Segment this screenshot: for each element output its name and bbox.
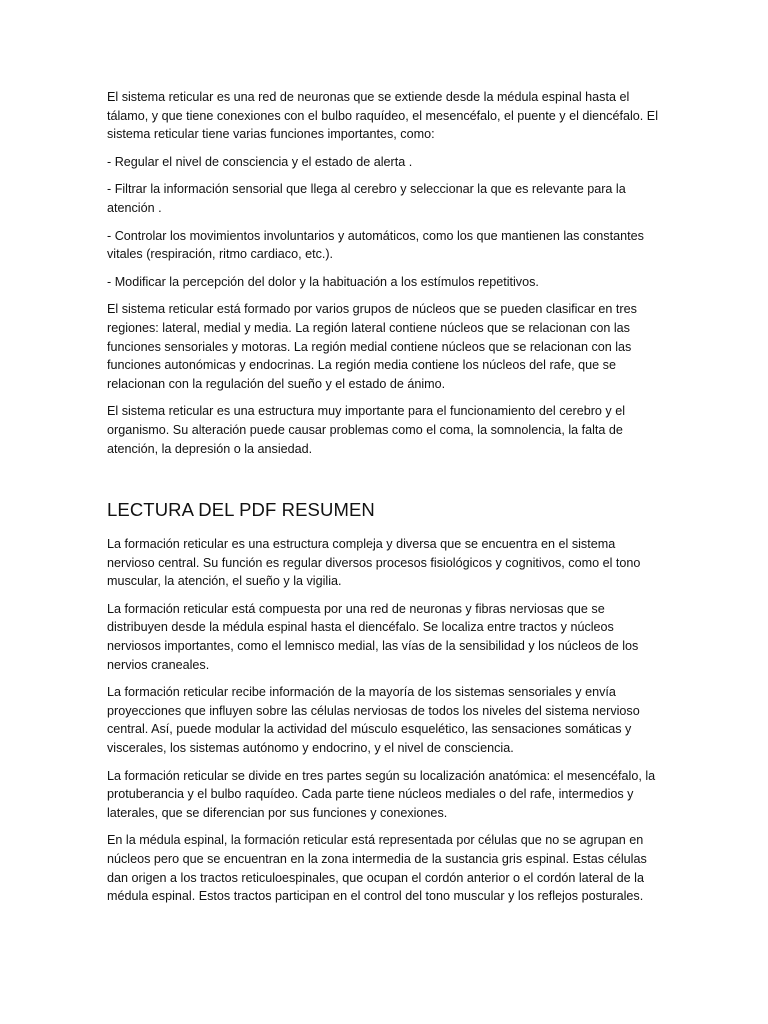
body-paragraph: El sistema reticular está formado por varios grupos de núcleos que se pueden clasificar en tres regiones: lateral, medial y media. La región lateral contiene núcleos que se relacionan con las funciones sensoriales y motoras. La región medial contiene núcleos que se relacionan con las funciones autonómicas y endocrinas. La región media contiene los núcleos del rafe, que se relacionan con la regulación del sueño y el estado de ánimo. [107,302,637,391]
body-paragraph: La formación reticular se divide en tres partes según su localización anatómica: el mesencéfalo, la protuberancia y el bulbo raquídeo. Cada parte tiene núcleos mediales o del rafe, intermedios y laterales, que se diferencian por sus funciones y conexiones. [107,768,656,820]
section-title: LECTURA DEL PDF RESUMEN [107,499,375,521]
bullet-item: - Controlar los movimientos involuntarios y automáticos, como los que mantienen las constantes vitales (respiración, ritmo cardiaco, etc.). [107,228,644,262]
body-paragraph: La formación reticular es una estructura compleja y diversa que se encuentra en el sistema nervioso central. Su función es regular diversos procesos fisiológicos y cognitivos, como el tono muscular, la atención, el sueño y la vigilia. [107,537,641,589]
bullet-item: - Filtrar la información sensorial que llega al cerebro y seleccionar la que es relevante para la atención . [107,182,626,215]
body-paragraph: El sistema reticular es una estructura muy importante para el funcionamiento del cerebro y el organismo. Su alteración puede causar problemas como el coma, la somnolencia, la falta de atención, la depresión o la ansiedad. [107,404,625,456]
bullet-item: - Modificar la percepción del dolor y la habituación a los estímulos repetitivos. [107,274,539,289]
intro-paragraph: El sistema reticular es una red de neuronas que se extiende desde la médula espinal hasta el tálamo, y que tiene conexiones con el bulbo raquídeo, el mesencéfalo, el puente y el diencéfalo. El sistema reticular tiene varias funciones importantes, como: [107,90,658,142]
body-paragraph: La formación reticular recibe información de la mayoría de los sistemas sensoriales y envía proyecciones que influyen sobre las células nerviosas de todos los niveles del sistema nervioso central. Así, puede modular la actividad del músculo esquelético, las sensaciones somáticas y viscerales, los sistemas autónomo y endocrino, y el nivel de consciencia. [107,685,640,756]
bullet-list [107,153,659,292]
body-paragraph: En la médula espinal, la formación reticular está representada por células que no se agrupan en núcleos pero que se encuentran en la zona intermedia de la sustancia gris espinal. Estas células dan origen a los tractos reticuloespinales, que ocupan el cordón anterior o el cordón lateral de la médula espinal. Estos tractos participan en el control del tono muscular y los reflejos posturales. [107,833,647,904]
bullet-item: - Regular el nivel de consciencia y el estado de alerta . [107,154,413,169]
document-body [107,88,659,915]
body-paragraph: La formación reticular está compuesta por una red de neuronas y fibras nerviosas que se distribuyen desde la médula espinal hasta el diencéfalo. Se localiza entre tractos y núcleos nerviosos importantes, como el lemnisco medial, las vías de la sensibilidad y los núcleos de los nervios craneales. [107,601,639,672]
